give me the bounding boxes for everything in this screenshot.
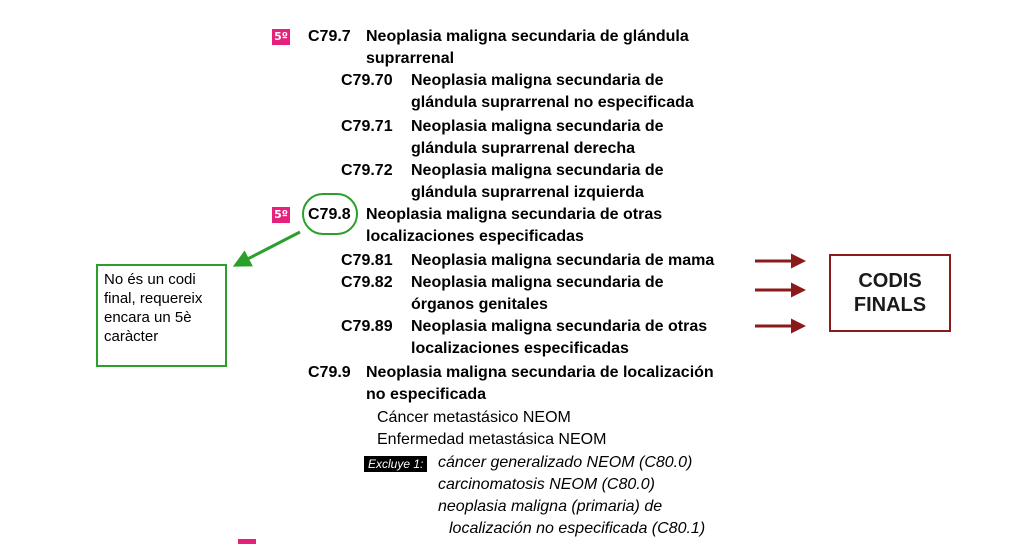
annotation-final-codes-line1: CODIS: [858, 270, 922, 292]
inclusion-term: Enfermedad metastásica NEOM: [377, 431, 607, 448]
excludes-term: carcinomatosis NEOM (C80.0): [438, 476, 655, 493]
excludes-term: localización no especificada (C80.1): [449, 520, 706, 537]
code-c79-81: C79.81: [341, 252, 393, 269]
annotation-final-codes-line2: FINALS: [853, 294, 927, 316]
desc-c79-70-line2: glándula suprarrenal no especificada: [411, 94, 694, 111]
desc-c79-82-line2: órganos genitales: [411, 296, 548, 313]
fifth-character-badge: 5º: [272, 207, 290, 223]
code-c79-82: C79.82: [341, 274, 393, 291]
green-arrow: [236, 232, 300, 265]
code-c79-71: C79.71: [341, 118, 393, 135]
code-c79-89: C79.89: [341, 318, 393, 335]
desc-c79-9-line1: Neoplasia maligna secundaria de localización: [366, 364, 714, 381]
excludes-term: cáncer generalizado NEOM (C80.0): [438, 454, 693, 471]
desc-c79-8-line2: localizaciones especificadas: [366, 228, 584, 245]
desc-c79-72-line2: glándula suprarrenal izquierda: [411, 184, 644, 201]
code-c79-7: C79.7: [308, 28, 351, 45]
code-c79-9: C79.9: [308, 364, 351, 381]
desc-c79-72-line1: Neoplasia maligna secundaria de: [411, 162, 664, 179]
excludes-term: neoplasia maligna (primaria) de: [438, 498, 663, 515]
code-c79-72: C79.72: [341, 162, 393, 179]
desc-c79-89-line1: Neoplasia maligna secundaria de otras: [411, 318, 708, 335]
annotation-not-final-code: No és un codi final, requereix encara un 5è caràcter: [96, 264, 227, 367]
code-c79-8: C79.8: [308, 206, 351, 223]
desc-c79-81-line1: Neoplasia maligna secundaria de mama: [411, 252, 715, 269]
desc-c79-7-line1: Neoplasia maligna secundaria de glándula: [366, 28, 689, 45]
desc-c79-70-line1: Neoplasia maligna secundaria de: [411, 72, 664, 89]
desc-c79-7-line2: suprarrenal: [366, 50, 455, 67]
desc-c79-71-line2: glándula suprarrenal derecha: [411, 140, 636, 157]
excludes-1-label: Excluye 1:: [364, 456, 427, 472]
desc-c79-71-line1: Neoplasia maligna secundaria de: [411, 118, 664, 135]
desc-c79-9-line2: no especificada: [366, 386, 487, 403]
fifth-character-badge: 5º: [272, 29, 290, 45]
desc-c79-82-line1: Neoplasia maligna secundaria de: [411, 274, 664, 291]
desc-c79-89-line2: localizaciones especificadas: [411, 340, 629, 357]
code-c79-70: C79.70: [341, 72, 393, 89]
desc-c79-8-line1: Neoplasia maligna secundaria de otras: [366, 206, 663, 223]
inclusion-term: Cáncer metastásico NEOM: [377, 409, 571, 426]
